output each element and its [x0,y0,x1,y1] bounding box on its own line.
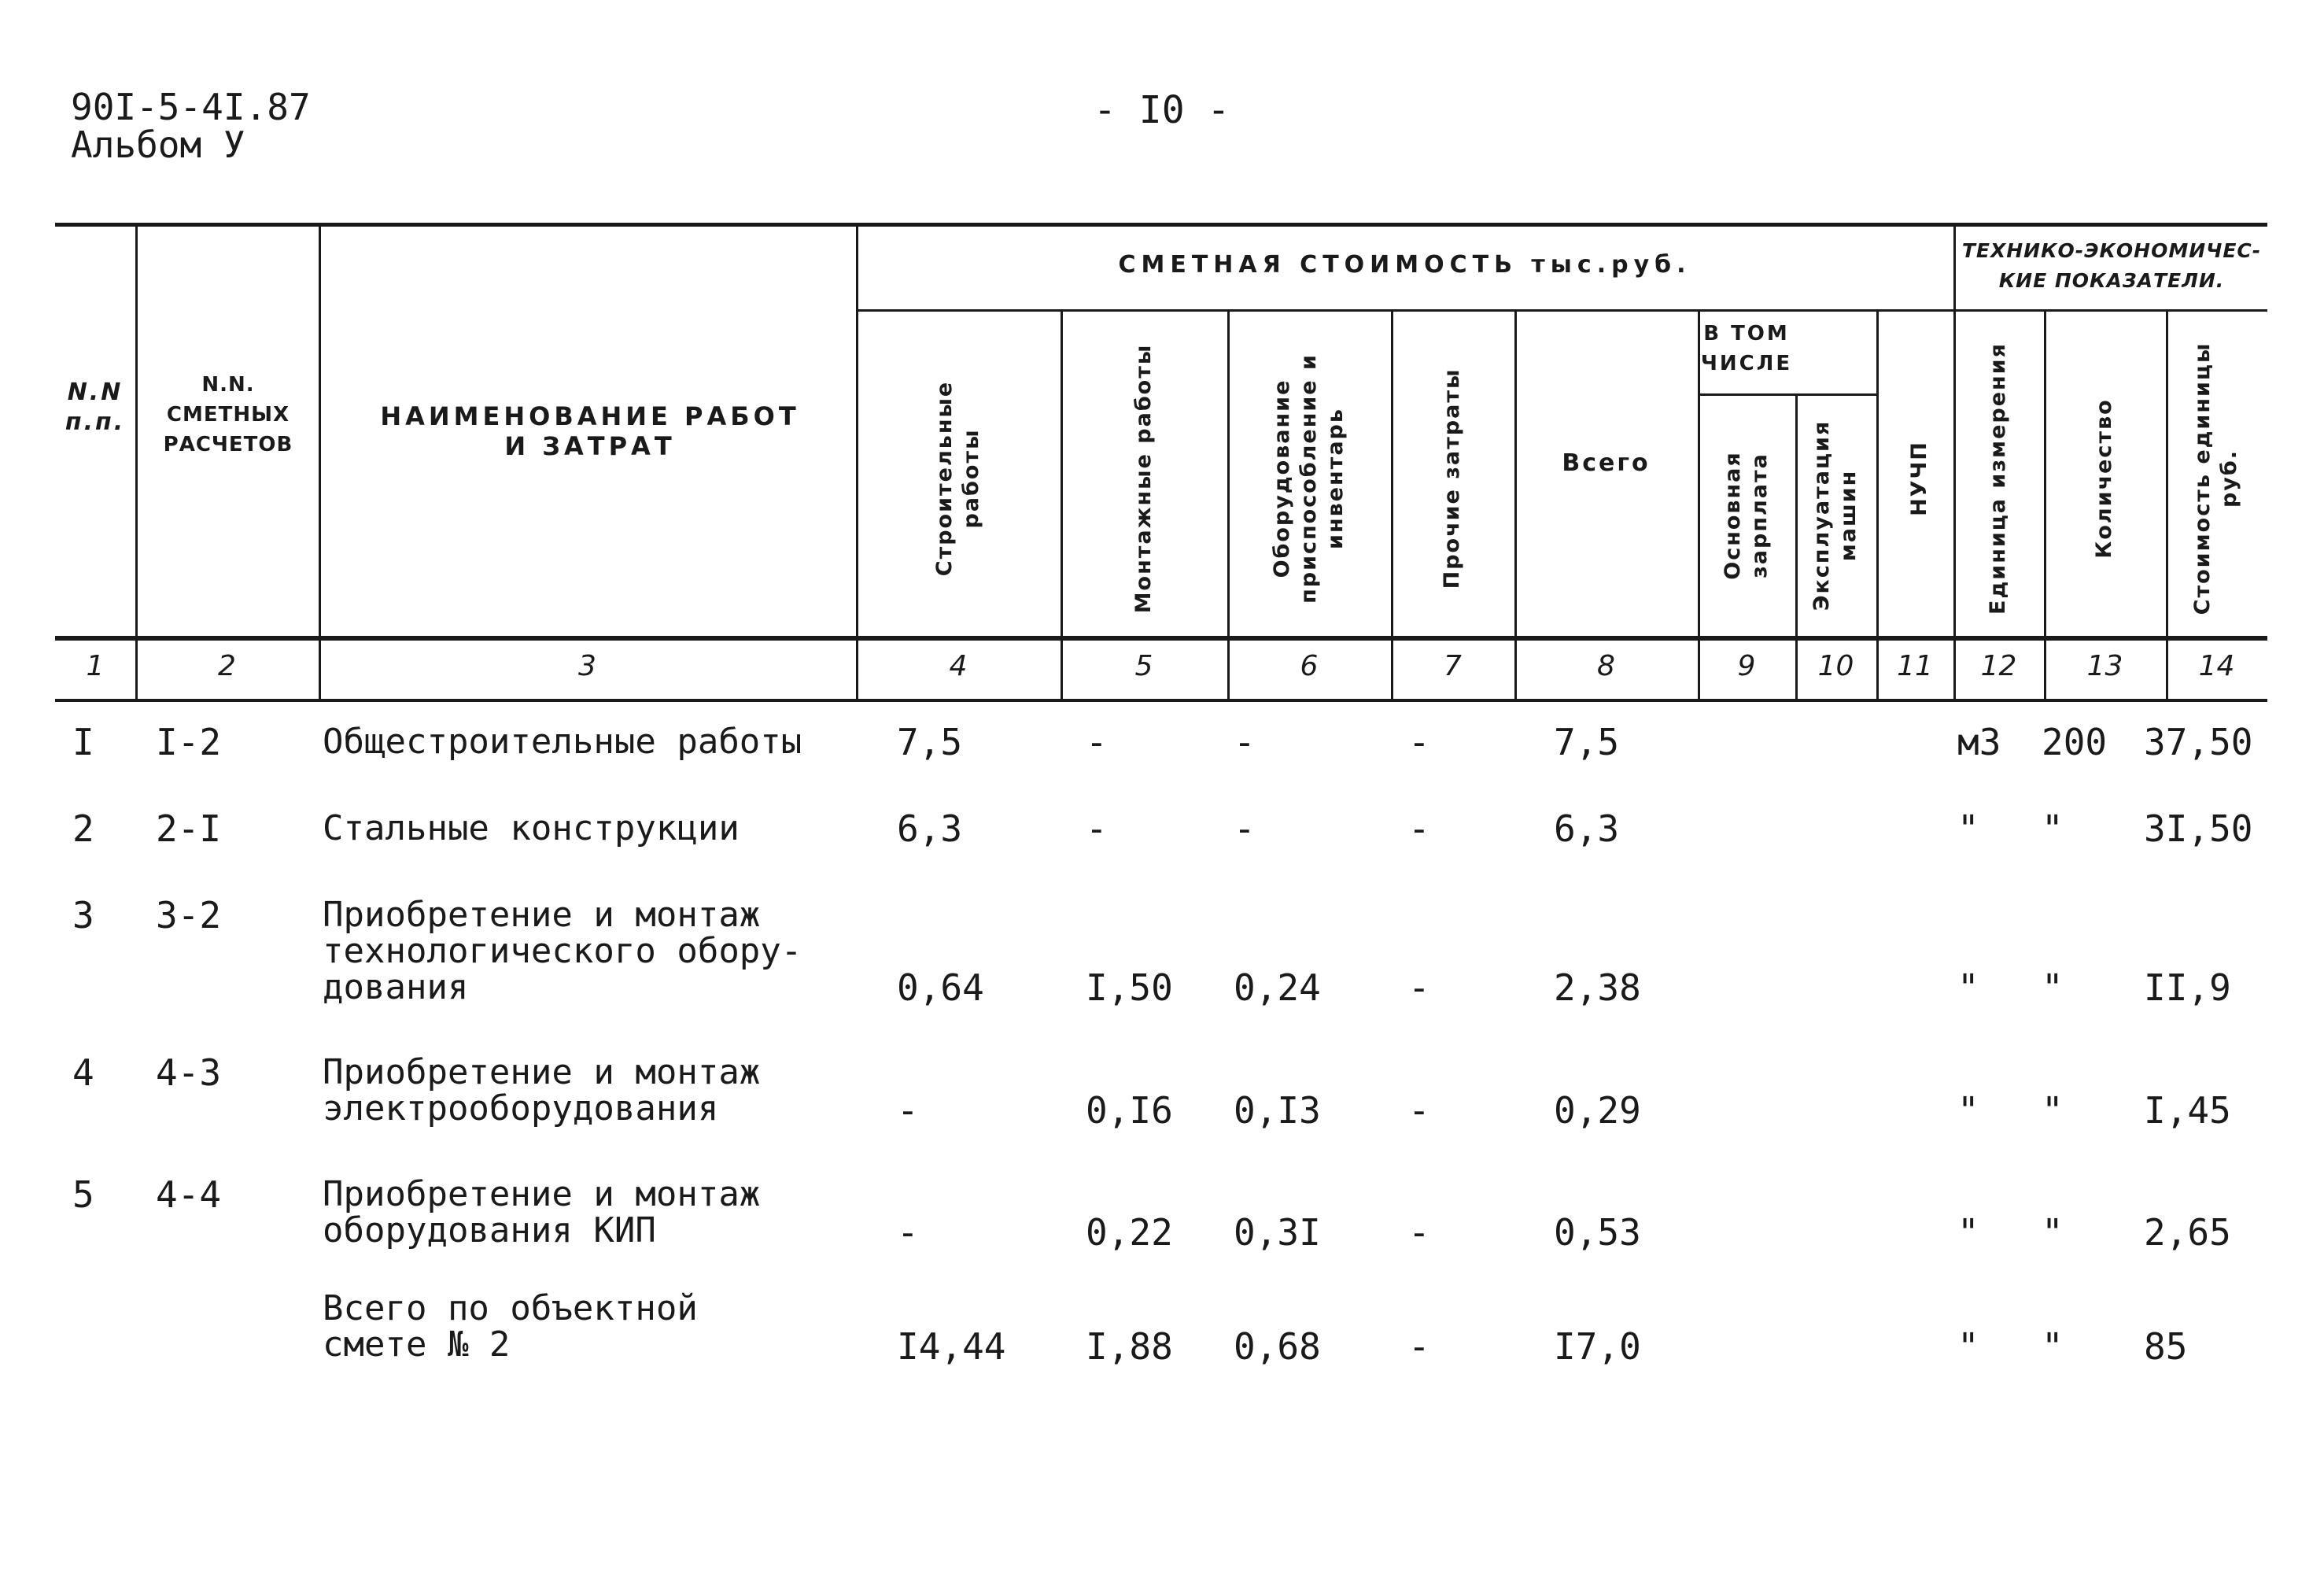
cost-c8: 0,53 [1554,1211,1641,1254]
work-name: Всего по объектной смете № 2 [323,1288,698,1365]
doc-number: 90I-5-4I.87 [71,86,311,128]
unit: " [1957,807,1979,850]
header-col-9: Основная зарплата [1721,451,1772,580]
quantity: 200 [2042,721,2108,763]
cost-c7: - [1408,1325,1430,1368]
column-rule [1876,309,1879,699]
cost-c5: 0,I6 [1086,1089,1173,1132]
quantity: " [2042,1089,2064,1132]
column-number: 11 [1897,650,1933,682]
column-rule [856,223,858,699]
calc-number: 3-2 [156,894,222,936]
cost-c7: - [1408,721,1430,763]
cost-c8: 2,38 [1554,966,1641,1009]
header-col-11: НУЧП [1907,441,1931,516]
column-rule [1227,309,1230,699]
cost-c8: 7,5 [1554,721,1620,763]
header-col-5: Монтажные работы [1131,343,1156,614]
unit-cost: 37,50 [2144,721,2253,763]
unit-cost: 85 [2144,1325,2188,1368]
unit: " [1957,1089,1979,1132]
quantity: " [2042,1211,2064,1254]
row-number: 2 [72,807,94,850]
unit: " [1957,966,1979,1009]
column-rule [319,223,321,699]
quantity: " [2042,1325,2064,1368]
column-number: 8 [1597,650,1615,682]
work-name: Приобретение и монтаж электрооборудования [323,1052,761,1128]
header-col-7: Прочие затраты [1440,368,1464,589]
row-number: 4 [72,1051,94,1094]
page-number: - I0 - [1094,88,1230,132]
cost-c6: 0,I3 [1234,1089,1321,1132]
header-col-14: Стоимость единицы руб. [2190,342,2241,615]
header-col-13: Количество [2092,398,2116,559]
quantity: " [2042,807,2064,850]
cost-c7: - [1408,966,1430,1009]
cost-c7: - [1408,807,1430,850]
cost-c8: 6,3 [1554,807,1620,850]
unit-cost: I,45 [2144,1089,2231,1132]
calc-number: 4-3 [156,1051,222,1094]
calc-number: 4-4 [156,1173,222,1216]
cost-c6: - [1234,807,1256,850]
header-col-1: N.N п.п. [65,379,126,436]
cost-c6: 0,68 [1234,1325,1321,1368]
column-number: 13 [2086,650,2123,682]
column-rule [2166,309,2168,699]
column-rule [1061,309,1063,699]
group-divider-rule [856,309,2267,312]
unit: м3 [1957,721,2001,763]
unit-cost: II,9 [2144,966,2231,1009]
cost-c5: I,88 [1086,1325,1173,1368]
header-group-cost: СМЕТНАЯ СТОИМОСТЬ тыс.руб. [1118,251,1691,279]
work-name: Приобретение и монтаж технологического обору- дования [323,895,802,1007]
column-number: 14 [2198,650,2235,682]
cost-c4: 6,3 [897,807,963,850]
header-bottom-rule [55,636,2267,641]
header-col-8: Всего [1562,449,1651,477]
cost-c6: - [1234,721,1256,763]
album-label: Альбом У [71,124,245,166]
column-rule [2044,309,2046,699]
quantity: " [2042,966,2064,1009]
work-name: Приобретение и монтаж оборудования КИП [323,1174,761,1250]
cost-c4: - [897,1211,919,1254]
numbers-bottom-rule [55,699,2267,702]
unit-cost: 3I,50 [2144,807,2253,850]
unit: " [1957,1325,1979,1368]
cost-c4: I4,44 [897,1325,1006,1368]
work-name: Стальные конструкции [323,808,740,848]
header-col-6: Оборудование приспособление и инвентарь [1270,353,1348,604]
column-number: 2 [218,650,236,682]
cost-c4: 0,64 [897,966,984,1009]
cost-c5: 0,22 [1086,1211,1173,1254]
cost-c4: 7,5 [897,721,963,763]
header-col-12: Единица измерения [1986,342,2010,615]
cost-c5: - [1086,807,1108,850]
column-number: 7 [1444,650,1462,682]
header-col-3: НАИМЕНОВАНИЕ РАБОТ И ЗАТРАТ [380,401,800,461]
cost-c7: - [1408,1211,1430,1254]
cost-c7: - [1408,1089,1430,1132]
column-number: 5 [1134,650,1153,682]
column-number: 6 [1300,650,1319,682]
column-rule [1391,309,1393,699]
work-name: Общестроительные работы [323,722,802,762]
calc-number: I-2 [156,721,222,763]
cost-c8: I7,0 [1554,1325,1641,1368]
header-in-that: В ТОМ ЧИСЛЕ [1700,322,1793,375]
table-top-rule [55,223,2267,227]
column-number: 12 [1980,650,2017,682]
header-group-tech: ТЕХНИКО-ЭКОНОМИЧЕС-КИЕ ПОКАЗАТЕЛИ. [1961,239,2262,292]
unit-cost: 2,65 [2144,1211,2231,1254]
calc-number: 2-I [156,807,222,850]
subgroup-divider-rule [1698,393,1876,396]
row-number: I [72,721,94,763]
column-rule [1514,309,1517,699]
column-rule [135,223,138,699]
cost-c6: 0,3I [1234,1211,1321,1254]
cost-c8: 0,29 [1554,1089,1641,1132]
cost-c6: 0,24 [1234,966,1321,1009]
header-col-2: N.N. СМЕТНЫХ РАСЧЕТОВ [163,373,293,456]
cost-c5: - [1086,721,1108,763]
row-number: 3 [72,894,94,936]
column-number: 4 [949,650,968,682]
cost-c4: - [897,1089,919,1132]
unit: " [1957,1211,1979,1254]
column-number: 10 [1817,650,1854,682]
header-col-10: Эксплуатация машин [1809,419,1861,611]
cost-c5: I,50 [1086,966,1173,1009]
header-col-4: Строительные работы [932,380,983,577]
document-code [71,88,311,164]
row-number: 5 [72,1173,94,1216]
column-number: 9 [1737,650,1756,682]
column-number: 3 [578,650,596,682]
column-number: 1 [86,650,105,682]
